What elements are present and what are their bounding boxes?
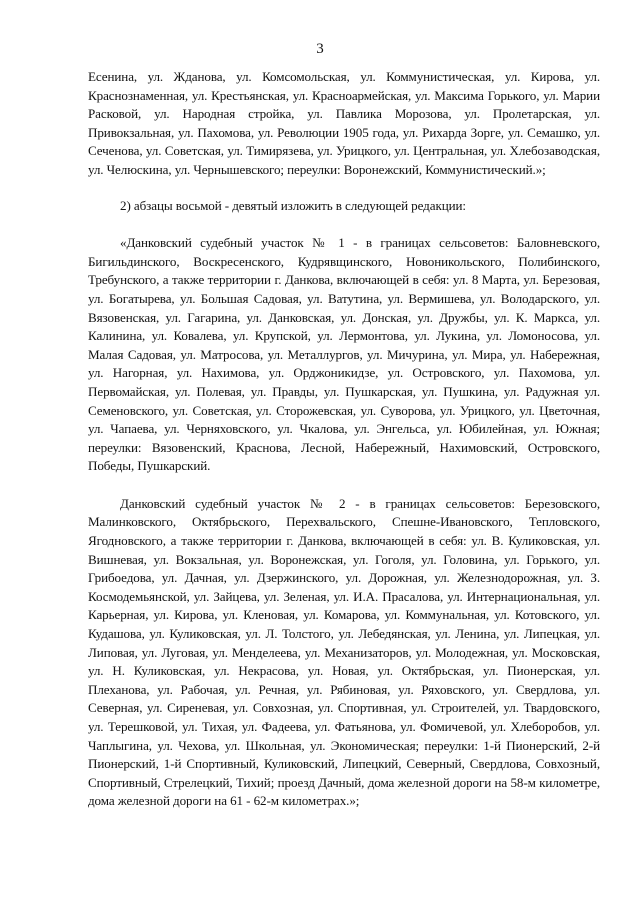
paragraph-court-district-1: «Данковский судебный участок № 1 - в границах сельсоветов: Баловневского, Бигильдинского, Воскресенского, Кудрявщинского, Новоникольского, Полибинского, Требунского, а также территории г. Данкова, включающей в себя: ул. 8 Марта, ул. Березовая, ул. Богатырева, ул. Большая Садовая, ул. Ватутина, ул. Вермишева, ул. Володарского, ул. Вязовенская, ул. Гагарина, ул. Данковская, ул. Донская, ул. Дружбы, ул. К. Маркса, ул. Калинина, ул. Ковалева, ул. Крупской, ул. Лермонтова, ул. Лукина, ул. Ломоносова, ул. Малая Садовая, ул. Матросова, ул. Металлургов, ул. Мичурина, ул. Мира, ул. Набережная, ул. Нагорная, ул. Нахимова, ул. Орджоникидзе, ул. Островского, ул. Пахомова, ул. Первомайская, ул. Полевая, ул. Правды, ул. Пушкарская, ул. Пушкина, ул. Радужная ул. Семеновского, ул. Советская, ул. Сторожевская, ул. Суворова, ул. Урицкого, ул. Цветочная, ул. Чапаева, ул. Черняховского, ул. Чкалова, ул. Энгельса, ул. Юбилейная, ул. Южная; переулки: Вязовенский, Краснова, Лесной, Набережный, Нахимовский, Островского, Победы, Пушкарский. [88,235,600,474]
paragraph-street-list-continuation: Есенина, ул. Жданова, ул. Комсомольская, ул. Коммунистическая, ул. Кирова, ул. Краснознаменная, ул. Крестьянская, ул. Красноармейская, ул. Максима Горького, ул. Марии Расковой, ул. Народная стройка, ул. Павлика Морозова, ул. Пролетарская, ул. Привокзальная, ул. Пахомова, ул. Революции 1905 года, ул. Рихарда Зорге, ул. Семашко, ул. Сеченова, ул. Советская, ул. Тимирязева, ул. Урицкого, ул. Центральная, ул. Хлебозаводская, ул. Челюскина, ул. Чернышевского; переулки: Воронежский, Коммунистический.»; [88,69,600,177]
document-body [88,68,600,811]
page-number: 3 [316,41,324,57]
paragraph-court-district-2: Данковский судебный участок № 2 - в границах сельсоветов: Березовского, Малинковского, Октябрьского, Перехвальского, Спешне-Ивановского, Тепловского, Ягодновского, а также территории г. Данкова, включающей в себя: ул. В. Куликовская, ул. Вишневая, ул. Вокзальная, ул. Воронежская, ул. Гоголя, ул. Головина, ул. Горького, ул. Грибоедова, ул. Дачная, ул. Дзержинского, ул. Дорожная, ул. Железнодорожная, ул. З. Космодемьянской, ул. Зайцева, ул. Зеленая, ул. И.А. Прасалова, ул. Интернациональная, ул. Карьерная, ул. Кирова, ул. Кленовая, ул. Комарова, ул. Коммунальная, ул. Котовского, ул. Кудашова, ул. Куликовская, ул. Л. Толстого, ул. Лебедянская, ул. Ленина, ул. Липецкая, ул. Липовая, ул. Луговая, ул. Менделеева, ул. Механизаторов, ул. Молодежная, ул. Московская, ул. Н. Куликовская, ул. Некрасова, ул. Новая, ул. Октябрьская, ул. Пионерская, ул. Плеханова, ул. Рабочая, ул. Речная, ул. Рябиновая, ул. Ряховского, ул. Свердлова, ул. Северная, ул. Сиреневая, ул. Совхозная, ул. Спортивная, ул. Строителей, ул. Твардовского, ул. Терешковой, ул. Тихая, ул. Фадеева, ул. Фатьянова, ул. Фомичевой, ул. Хлеборобов, ул. Чаплыгина, ул. Чехова, ул. Школьная, ул. Экономическая; переулки: 1-й Пионерский, 2-й Пионерский, 1-й Спортивный, Куликовский, Липецкий, Северный, Свердлова, Совхозный, Спортивный, Стрелецкий, Тихий; проезд Дачный, дома железной дороги на 58-м километре, дома железной дороги на 61 - 62-м километрах.»; [88,495,600,809]
paragraph-amendment-point-2: 2) абзацы восьмой - девятый изложить в следующей редакции: [120,197,466,213]
